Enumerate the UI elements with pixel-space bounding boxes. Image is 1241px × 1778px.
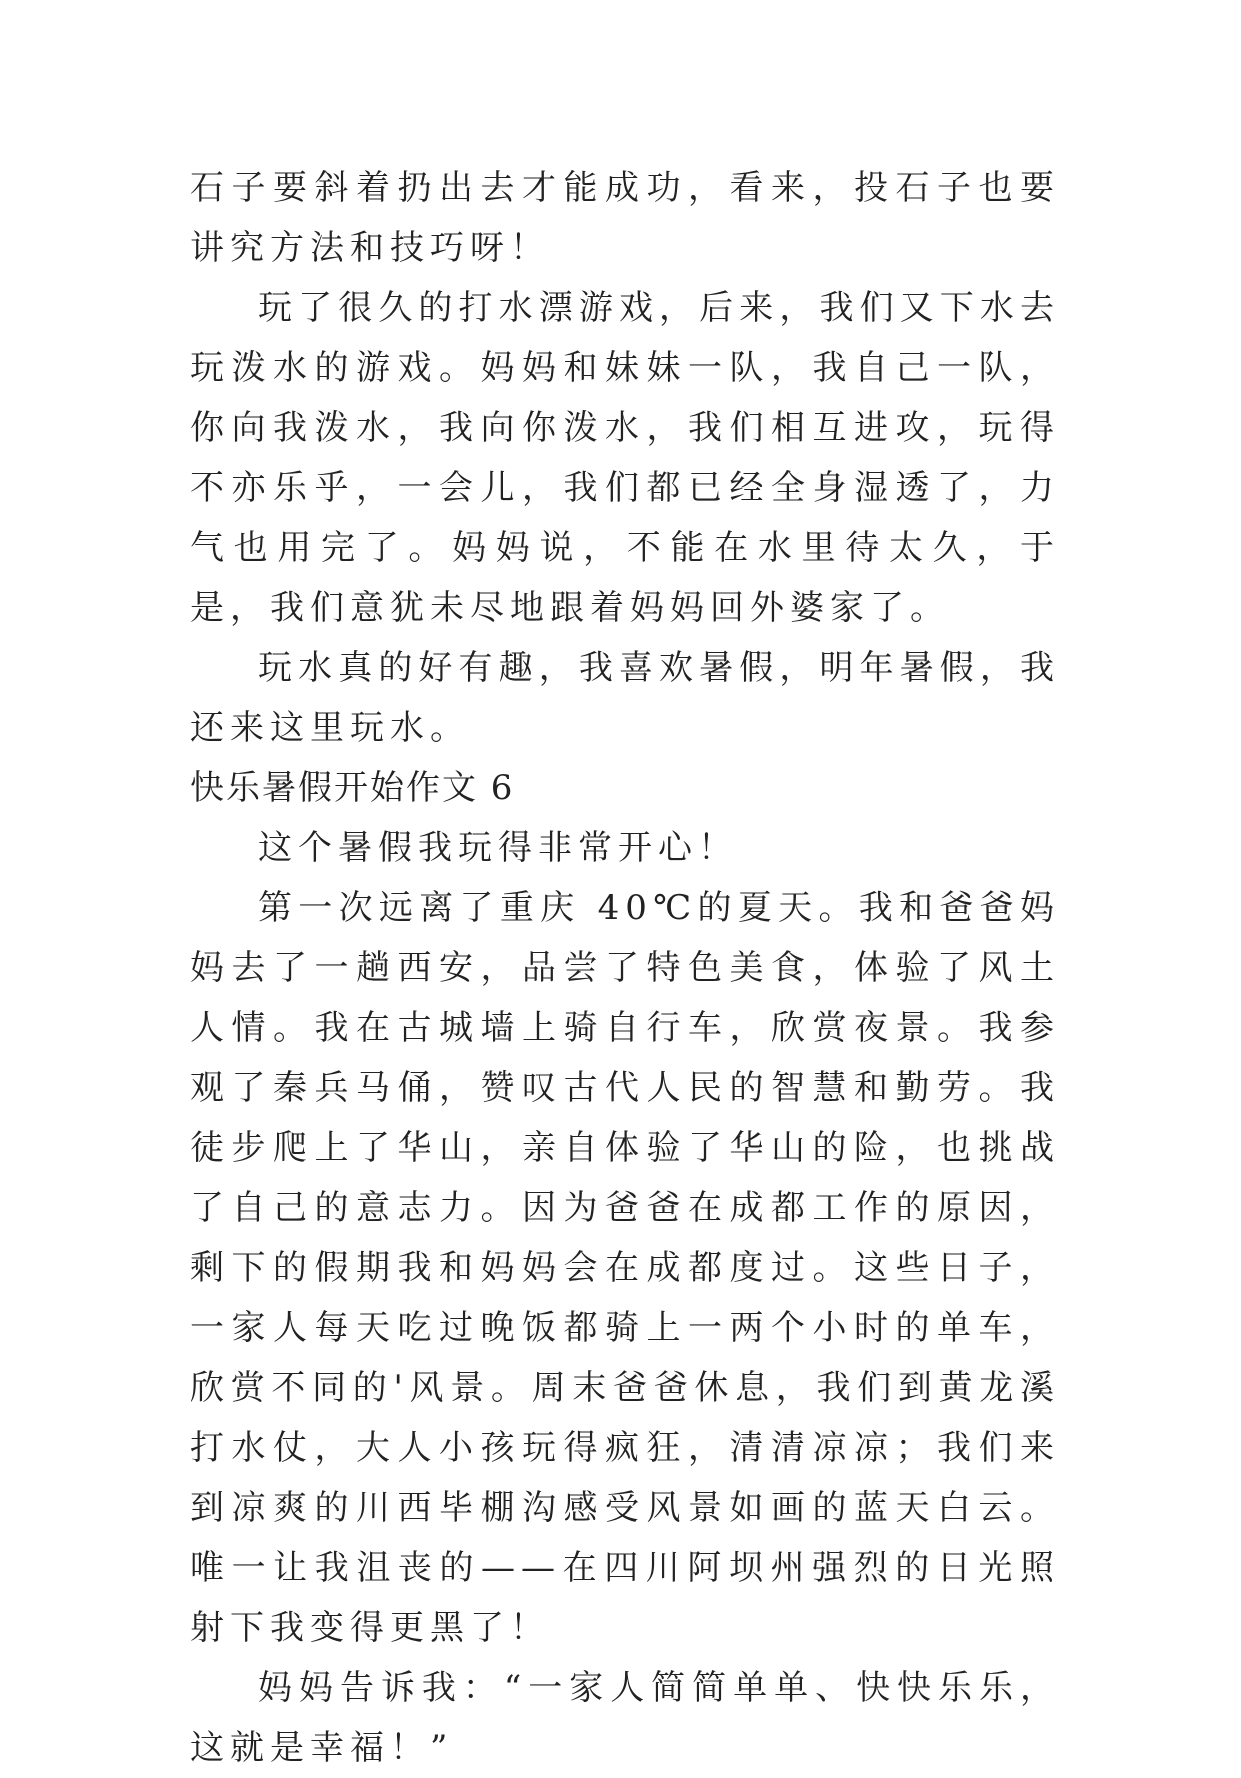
document-body: [190, 158, 1060, 1778]
paragraph-travel: 第一次远离了重庆 40℃的夏天。我和爸爸妈妈去了一趟西安，品尝了特色美食，体验了风土人情。我在古城墙上骑自行车，欣赏夜景。我参观了秦兵马俑，赞叹古代人民的智慧和勤劳。我徒步爬上了华山，亲自体验了华山的险，也挑战了自己的意志力。因为爸爸在成都工作的原因，剩下的假期我和妈妈会在成都度过。这些日子，一家人每天吃过晚饭都骑上一两个小时的单车，欣赏不同的'风景。周末爸爸休息，我们到黄龙溪打水仗，大人小孩玩得疯狂，清清凉凉；我们来到凉爽的川西毕棚沟感受风景如画的蓝天白云。唯一让我沮丧的——在四川阿坝州强烈的日光照射下我变得更黑了！: [190, 888, 1060, 1648]
paragraph-closing-quote: 妈妈告诉我：“一家人简简单单、快快乐乐，这就是幸福！”: [190, 1668, 1060, 1768]
essay-heading: 快乐暑假开始作文 6: [190, 768, 515, 808]
paragraph-splashing-water: 玩了很久的打水漂游戏，后来，我们又下水去玩泼水的游戏。妈妈和妹妹一队，我自己一队，你向我泼水，我向你泼水，我们相互进攻，玩得不亦乐乎，一会儿，我们都已经全身湿透了，力气也用完了。妈妈说，不能在水里待太久，于是，我们意犹未尽地跟着妈妈回外婆家了。: [190, 288, 1060, 628]
paragraph-continuation: 石子要斜着扔出去才能成功，看来，投石子也要讲究方法和技巧呀！: [190, 168, 1060, 268]
paragraph-playing-water: 玩水真的好有趣，我喜欢暑假，明年暑假，我还来这里玩水。: [190, 648, 1060, 748]
paragraph-opening: 这个暑假我玩得非常开心！: [258, 828, 738, 868]
